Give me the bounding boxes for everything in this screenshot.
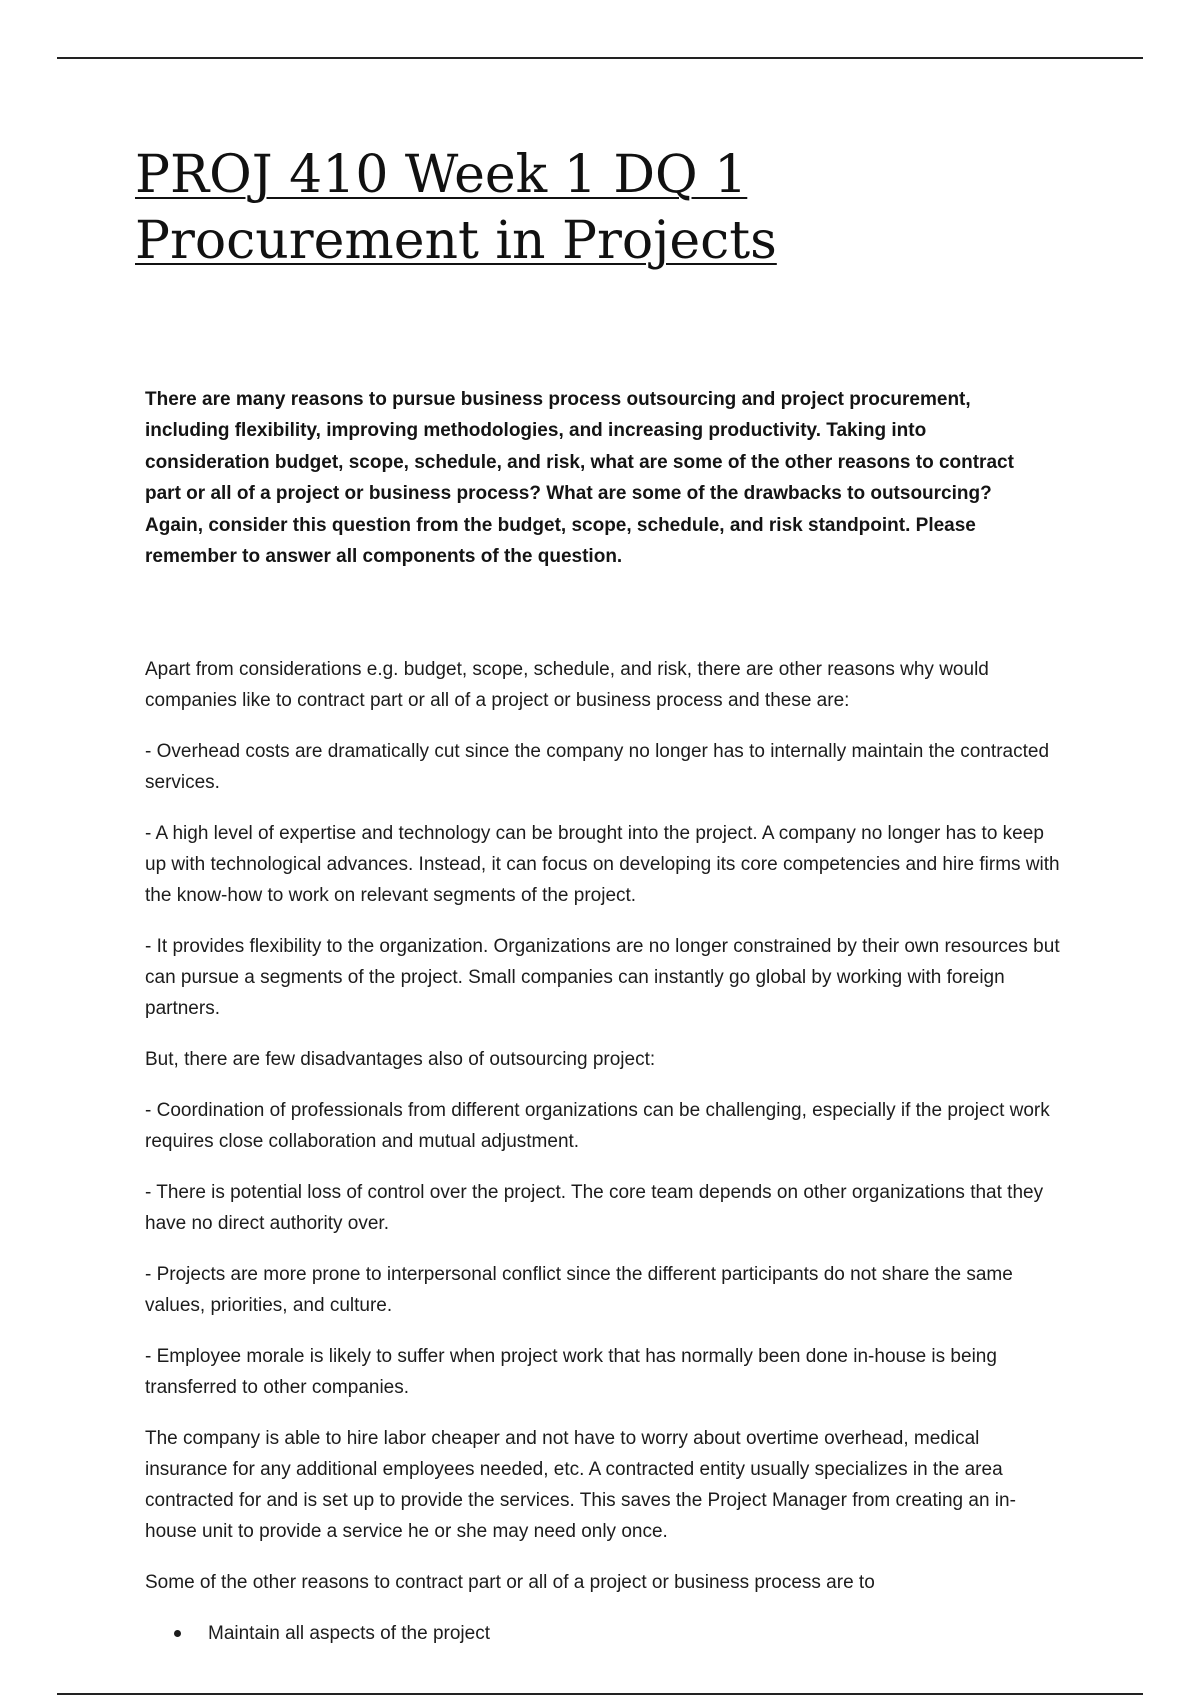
bottom-rule <box>57 1693 1143 1695</box>
answer-paragraph-loss-of-control: - There is potential loss of control over the project. The core team depends on other organizations that they have no direct authority over. <box>145 1182 1044 1234</box>
list-item <box>145 1618 1060 1649</box>
reasons-bullet-list <box>145 1618 1060 1649</box>
answer-paragraph-coordination: - Coordination of professionals from different organizations can be challenging, especially if the project work requires close collaboration and mutual adjustment. <box>145 1100 1050 1152</box>
answer-paragraph-expertise: - A high level of expertise and technology can be brought into the project. A company no longer has to keep up with technological advances. Instead, it can focus on developing its core competencies and hire firms with the know-how to work on relevant segments of the project. <box>145 823 1060 906</box>
discussion-question: There are many reasons to pursue business process outsourcing and project procurement, including flexibility, improving methodologies, and increasing productivity. Taking into consideration budget, scope, schedule, and risk, what are some of the other reasons to contract part or all of a project or business process? What are some of the drawbacks to outsourcing? Again, consider this question from the budget, scope, schedule, and risk standpoint. Please remember to answer all components of the question. <box>145 389 1014 568</box>
answer-paragraph-other-reasons: Some of the other reasons to contract part or all of a project or business process are to <box>145 1572 875 1593</box>
top-rule <box>57 57 1143 59</box>
list-item-text: Maintain all aspects of the project <box>208 1623 490 1644</box>
answer-paragraph-morale: - Employee morale is likely to suffer when project work that has normally been done in-house is being transferred to other companies. <box>145 1346 997 1398</box>
answer-paragraph-disadvantages-intro: But, there are few disadvantages also of outsourcing project: <box>145 1049 656 1070</box>
bullet-icon <box>174 1630 181 1637</box>
answer-body <box>145 654 1060 1649</box>
document-title: PROJ 410 Week 1 DQ 1 Procurement in Projects <box>135 145 777 271</box>
answer-paragraph-labor: The company is able to hire labor cheaper and not have to worry about overtime overhead, medical insurance for any additional employees needed, etc. A contracted entity usually specializes in the area contracted for and is set up to provide the services. This saves the Project Manager from creating an in-house unit to provide a service he or she may need only once. <box>145 1428 1016 1542</box>
answer-paragraph-conflict: - Projects are more prone to interpersonal conflict since the different participants do not share the same values, priorities, and culture. <box>145 1264 1013 1316</box>
answer-paragraph-overhead: - Overhead costs are dramatically cut since the company no longer has to internally maintain the contracted services. <box>145 741 1050 793</box>
answer-paragraph-flexibility: - It provides flexibility to the organization. Organizations are no longer constrained by their own resources but can pursue a segments of the project. Small companies can instantly go global by working with foreign partners. <box>145 936 1060 1019</box>
answer-paragraph-intro: Apart from considerations e.g. budget, scope, schedule, and risk, there are other reasons why would companies like to contract part or all of a project or business process and these are: <box>145 659 989 711</box>
